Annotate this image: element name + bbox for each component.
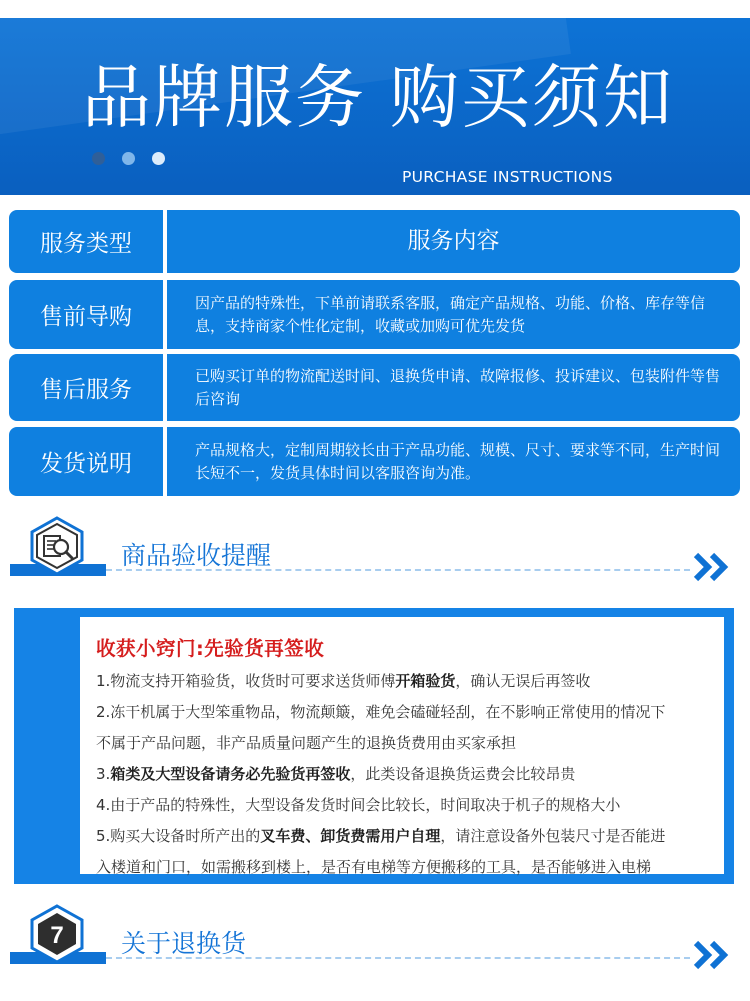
inspection-title: 收获小窍门:先验货再签收 — [96, 637, 325, 660]
line-bold: 开箱验货 — [395, 672, 456, 690]
badge-number: 7 — [50, 922, 64, 949]
line-text: 入楼道和门口，如需搬移到楼上，是否有电梯等方便搬移的工具，是否能够进入电梯 — [96, 858, 652, 876]
line-text: ，此类设备退换货运费会比较昂贵 — [350, 765, 576, 783]
magnifier-document-icon — [28, 516, 86, 576]
inspection-line — [96, 728, 716, 759]
line-text: 2.冻干机属于大型笨重物品，物流颠簸，难免会磕碰轻刮，在不影响正常使用的情况下 — [96, 703, 666, 721]
service-content: 因产品的特殊性，下单前请联系客服，确定产品规格、功能、价格、库存等信息，支持商家个性化定制，收藏或加购可优先发货 — [167, 280, 740, 349]
line-text: ，请注意设备外包装尺寸是否能进 — [440, 827, 666, 845]
service-row-shipping — [9, 427, 740, 496]
service-row-presale — [9, 280, 740, 349]
inspection-line — [96, 697, 716, 728]
service-type: 发货说明 — [9, 427, 163, 496]
line-text: 不属于产品问题，非产品质量问题产生的退换货费用由买家承担 — [96, 734, 517, 752]
inspection-line — [96, 821, 716, 852]
banner-dots — [92, 152, 165, 165]
inspection-line — [96, 666, 716, 697]
header-content: 服务内容 — [167, 210, 740, 273]
double-chevron-right-icon — [693, 552, 733, 582]
double-chevron-right-icon — [693, 940, 733, 970]
service-row-aftersale — [9, 354, 740, 421]
line-bold: 箱类及大型设备请务必先验货再签收 — [110, 765, 351, 783]
line-text: 5.购买大设备时所产出的 — [96, 827, 261, 845]
service-content: 已购买订单的物流配送时间、退换货申请、故障报修、投诉建议、包装附件等售后咨询 — [167, 354, 740, 421]
section-title: 商品验收提醒 — [121, 541, 272, 570]
banner-title: 品牌服务 购买须知 — [82, 58, 674, 138]
service-type: 售后服务 — [9, 354, 163, 421]
seven-day-badge-icon — [28, 904, 86, 964]
header-type: 服务类型 — [9, 210, 163, 273]
inspection-line — [96, 852, 716, 883]
service-table-header — [9, 210, 740, 273]
inspection-line — [96, 759, 716, 790]
line-text: 3. — [96, 765, 111, 783]
service-content: 产品规格大，定制周期较长由于产品功能、规模、尺寸、要求等不同，生产时间长短不一，发货具体时间以客服咨询为准。 — [167, 427, 740, 496]
inspection-line — [96, 790, 716, 821]
banner — [0, 18, 750, 195]
line-bold: 叉车费、卸货费需用户自理 — [260, 827, 441, 845]
dot-1 — [92, 152, 105, 165]
line-text: 1.物流支持开箱验货，收货时可要求送货师傅 — [96, 672, 396, 690]
service-type: 售前导购 — [9, 280, 163, 349]
line-text: ，确认无误后再签收 — [455, 672, 591, 690]
banner-subtitle: PURCHASE INSTRUCTIONS — [402, 168, 613, 186]
dot-3 — [152, 152, 165, 165]
section-inspection-header — [0, 516, 750, 586]
line-text: 4.由于产品的特殊性，大型设备发货时间会比较长，时间取决于机子的规格大小 — [96, 796, 621, 814]
section-title: 关于退换货 — [121, 929, 247, 958]
inspection-content — [80, 617, 724, 874]
dot-2 — [122, 152, 135, 165]
inspection-panel — [14, 608, 734, 884]
section-returns-header — [0, 904, 750, 974]
